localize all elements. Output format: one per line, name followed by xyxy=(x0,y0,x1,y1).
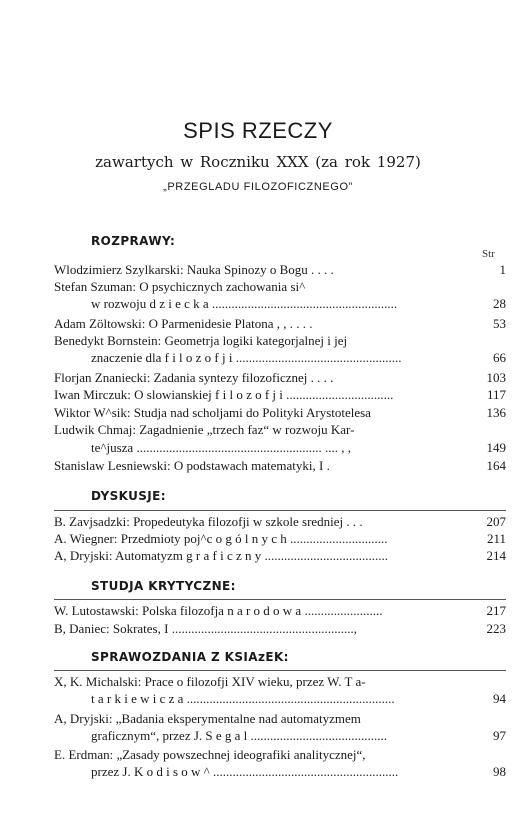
divider xyxy=(54,670,506,671)
divider xyxy=(54,510,506,511)
page-number: 117 xyxy=(486,387,506,402)
entry-text: Stefan Szuman: O psychicznych zachowania si^ xyxy=(54,279,306,294)
page-number: 66 xyxy=(493,350,506,365)
entry-text: t a r k i e w i c z a ................................................................ xyxy=(91,691,395,706)
toc-entry-continuation xyxy=(91,349,506,366)
page-number: 103 xyxy=(486,370,506,385)
page-title: SPIS RZECZY xyxy=(183,118,333,143)
section-heading-dyskusje: DYSKUSJE: xyxy=(91,489,166,503)
page-number: 94 xyxy=(493,691,506,706)
entry-text: Benedykt Bornstein: Geometrja logiki kategorjalnej i jej xyxy=(54,333,348,348)
page-number: 223 xyxy=(486,621,506,636)
subtitle: zawartych w Roczniku XXX (za rok 1927) xyxy=(95,153,421,171)
toc-entry-continuation xyxy=(91,763,506,780)
entry-text: te^jusza ......................................................... .... , , xyxy=(91,440,351,455)
entry-text: Wiktor W^sik: Studja nad scholjami do Polityki Arystotelesa xyxy=(54,405,371,420)
entry-text: E. Erdman: „Zasady powszechnej ideografiki analitycznej“, xyxy=(54,747,366,762)
toc-entry xyxy=(54,746,506,763)
page-number: 217 xyxy=(486,603,506,618)
page-column-label: Str xyxy=(482,248,495,260)
section-heading-studja: STUDJA KRYTYCZNE: xyxy=(91,579,236,593)
toc-entry-continuation xyxy=(91,690,506,707)
page-number: 149 xyxy=(486,440,506,455)
toc-entry xyxy=(54,602,506,619)
page-number: 207 xyxy=(486,514,506,529)
page-number: 98 xyxy=(493,764,506,779)
toc-entry xyxy=(54,620,506,637)
section-heading-rozprawy: ROZPRAWY: xyxy=(91,234,176,248)
toc-entry-continuation xyxy=(91,439,506,456)
entry-text: Iwan Mirczuk: O slowianskiej f i l o z o f j i ................................. xyxy=(54,387,394,402)
divider xyxy=(54,599,506,600)
entry-text: A. Wiegner: Przedmioty poj^c o g ó l n y c h .............................. xyxy=(54,531,388,546)
toc-entry xyxy=(54,404,506,421)
page-number: 136 xyxy=(486,405,506,420)
entry-text: Stanislaw Lesniewski: O podstawach matematyki, I . xyxy=(54,458,330,473)
toc-entry xyxy=(54,710,506,727)
page-number: 164 xyxy=(486,458,506,473)
toc-entry xyxy=(54,547,506,564)
entry-text: A, Dryjski: Automatyzm g r a f i c z n y ...................................... xyxy=(54,548,388,563)
toc-entry xyxy=(54,278,506,295)
toc-entry xyxy=(54,386,506,403)
entry-text: B. Zavjsadzki: Propedeutyka filozofji w szkole sredniej . . . xyxy=(54,514,363,529)
entry-text: graficznym“, przez J. S e g a l .......................................... xyxy=(91,728,388,743)
page-number: 28 xyxy=(493,296,506,311)
toc-entry xyxy=(54,315,506,332)
journal-name: „PRZEGLADU FILOZOFICZNEGO” xyxy=(163,181,353,193)
page-number: 1 xyxy=(499,262,506,277)
entry-text: w rozwoju d z i e c k a ......................................................... xyxy=(91,296,398,311)
toc-entry xyxy=(54,261,506,278)
toc-entry xyxy=(54,673,506,690)
toc-entry xyxy=(54,332,506,349)
page-number: 211 xyxy=(486,531,506,546)
page-number: 214 xyxy=(486,548,506,563)
page-number: 97 xyxy=(493,728,506,743)
entry-text: Florjan Znaniecki: Zadania syntezy filozoficznej . . . . xyxy=(54,370,334,385)
entry-text: znaczenie dla f i l o z o f j i ................................................... xyxy=(91,350,402,365)
toc-entry xyxy=(54,530,506,547)
toc-entry-continuation xyxy=(91,295,506,312)
toc-entry-continuation xyxy=(91,727,506,744)
toc-entry xyxy=(54,457,506,474)
entry-text: Wlodzimierz Szylkarski: Nauka Spinozy o Bogu . . . . xyxy=(54,262,334,277)
toc-entry xyxy=(54,421,506,438)
entry-text: przez J. K o d i s o w ^ ......................................................... xyxy=(91,764,399,779)
entry-text: A, Dryjski: „Badania eksperymentalne nad automatyzmem xyxy=(54,711,361,726)
entry-text: Ludwik Chmaj: Zagadnienie „trzech faz“ w rozwoju Kar- xyxy=(54,422,355,437)
entry-text: W. Lutostawski: Polska filozofja n a r o d o w a ........................ xyxy=(54,603,383,618)
toc-entry xyxy=(54,513,506,530)
page-number: 53 xyxy=(493,316,506,331)
entry-text: B, Daniec: Sokrates, I ........................................................, xyxy=(54,621,357,636)
entry-text: X, K. Michalski: Prace o filozofji XIV wieku, przez W. T a- xyxy=(54,674,366,689)
entry-text: Adam Zöltowski: O Parmenidesie Platona , , . . . . xyxy=(54,316,313,331)
toc-entry xyxy=(54,369,506,386)
section-heading-sprawozdania: SPRAWOZDANIA Z KSIAzEK: xyxy=(91,650,289,664)
